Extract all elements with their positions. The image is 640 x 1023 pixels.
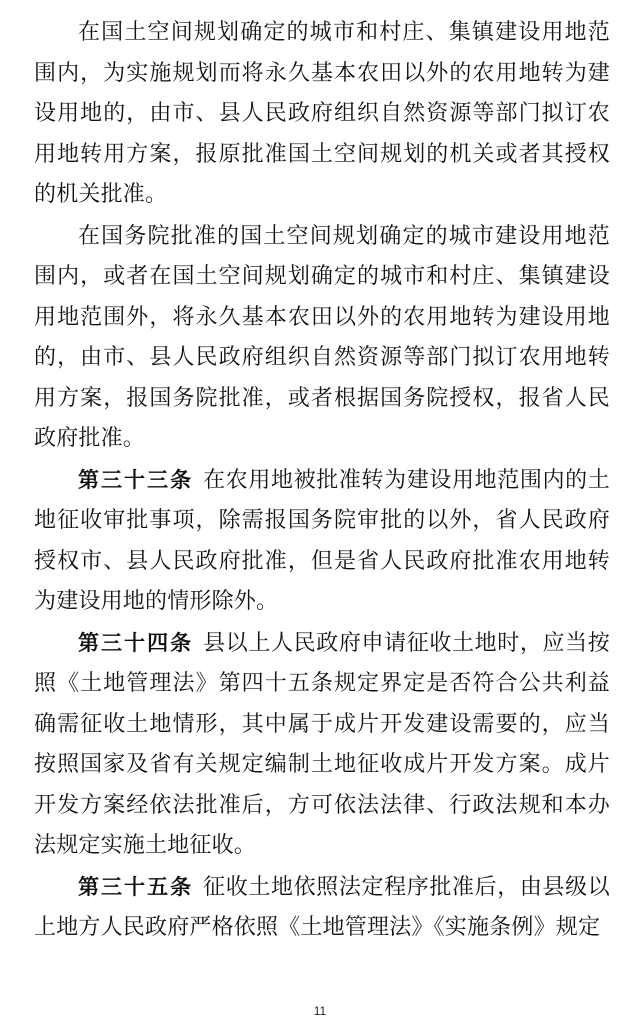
- paragraph-1: [34, 12, 610, 216]
- article-34: [34, 623, 610, 867]
- document-page: [34, 12, 610, 949]
- paragraph-text: 县以上人民政府申请征收土地时，应当按照《土地管理法》第四十五条规定界定是否符合公共利益确需征收土地情形，其中属于成片开发建设需要的，应当按照国家及省有关规定编制土地征收成片开发方案。成片开发方案经依法批准后，方可依法法律、行政法规和本办法规定实施土地征收。: [34, 630, 610, 858]
- article-33: [34, 460, 610, 623]
- paragraph-text: 在国土空间规划确定的城市和村庄、集镇建设用地范围内，为实施规划而将永久基本农田以外的农用地转为建设用地的，由市、县人民政府组织自然资源等部门拟订农用地转用方案，报原批准国土空间规划的机关或者其授权的机关批准。: [34, 20, 610, 207]
- paragraph-text: 在农用地被批准转为建设用地范围内的土地征收审批事项，除需报国务院审批的以外，省人民政府授权市、县人民政府批准，但是省人民政府批准农用地转为建设用地的情形除外。: [34, 467, 610, 614]
- article-number: 第三十三条: [78, 467, 194, 492]
- paragraph-text: 征收土地依照法定程序批准后，由县级以上地方人民政府严格依照《土地管理法》《实施条例》规定: [34, 874, 610, 940]
- paragraph-text: 在国务院批准的国土空间规划确定的城市建设用地范围内，或者在国土空间规划确定的城市和村庄、集镇建设用地范围外，将永久基本农田以外的农用地转为建设用地的，由市、县人民政府组织自然资源等部门拟订农用地转用方案，报国务院批准，或者根据国务院授权，报省人民政府批准。: [34, 223, 610, 451]
- paragraph-2: [34, 216, 610, 460]
- article-35: [34, 867, 610, 949]
- article-number: 第三十五条: [78, 874, 194, 899]
- article-number: 第三十四条: [78, 630, 194, 655]
- page-number: 11: [313, 1004, 327, 1018]
